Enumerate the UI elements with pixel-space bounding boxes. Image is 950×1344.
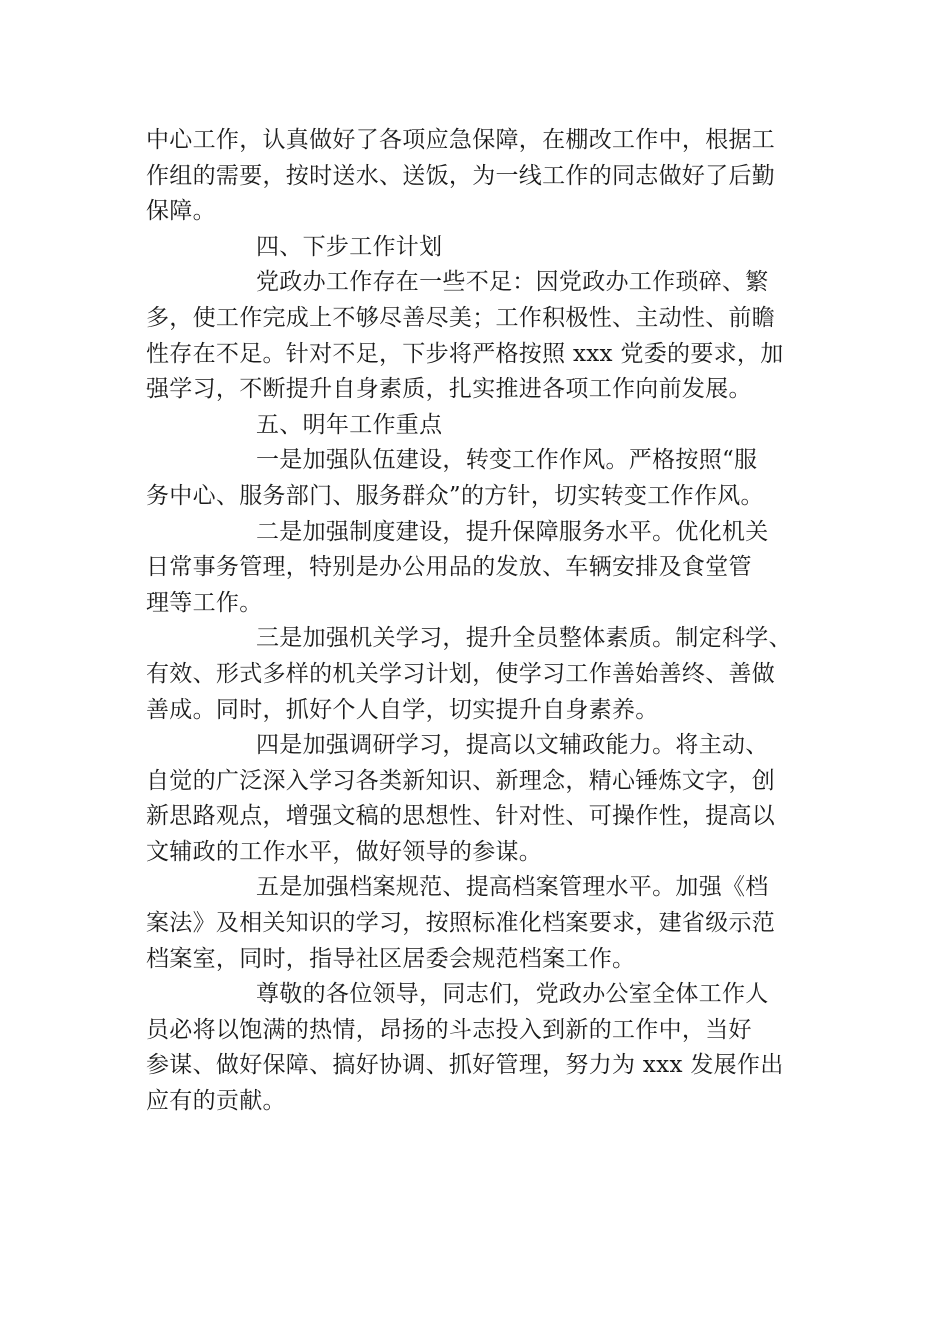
text-line: 理等工作。	[146, 589, 263, 616]
text-line: 善成。同时，抓好个人自学，切实提升自身素养。	[146, 696, 659, 723]
text-line: 员必将以饱满的热情，昂扬的斗志投入到新的工作中，当好	[146, 1016, 752, 1043]
text-line: 作组的需要，按时送水、送饭，为一线工作的同志做好了后勤	[146, 162, 776, 189]
text-line: 有效、形式多样的机关学习计划，使学习工作善始善终、善做	[146, 660, 776, 687]
text-line: 保障。	[146, 198, 216, 225]
text-line: 文辅政的工作水平，做好领导的参谋。	[146, 838, 543, 865]
text-line: 务中心、服务部门、服务群众”的方针，切实转变工作作风。	[146, 482, 764, 509]
text-line: 党政办工作存在一些不足：因党政办工作琐碎、繁	[256, 269, 769, 296]
text-line: 强学习，不断提升自身素质，扎实推进各项工作向前发展。	[146, 376, 752, 403]
text-line: 性存在不足。针对不足，下步将严格按照 xxx 党委的要求，加	[146, 340, 784, 367]
text-line: 档案室，同时，指导社区居委会规范档案工作。	[146, 945, 636, 972]
text-line: 三是加强机关学习，提升全员整体素质。制定科学、	[256, 625, 792, 652]
text-line: 案法》及相关知识的学习，按照标准化档案要求，建省级示范	[146, 910, 776, 937]
section-heading-next-year-focus: 五、明年工作重点	[256, 411, 443, 438]
text-line: 五是加强档案规范、提高档案管理水平。加强《档	[256, 874, 769, 901]
text-line: 自觉的广泛深入学习各类新知识、新理念，精心锤炼文字，创	[146, 767, 776, 794]
text-line: 应有的贡献。	[146, 1088, 286, 1115]
text-line: 参谋、做好保障、搞好协调、抓好管理，努力为 xxx 发展作出	[146, 1052, 784, 1079]
text-line: 新思路观点，增强文稿的思想性、针对性、可操作性，提高以	[146, 803, 776, 830]
text-line: 一是加强队伍建设，转变工作作风。严格按照“服	[256, 447, 758, 474]
text-line: 尊敬的各位领导，同志们，党政办公室全体工作人	[256, 981, 769, 1008]
text-line: 日常事务管理，特别是办公用品的发放、车辆安排及食堂管	[146, 554, 752, 581]
text-line: 多，使工作完成上不够尽善尽美；工作积极性、主动性、前瞻	[146, 304, 776, 331]
text-line: 四是加强调研学习，提高以文辅政能力。将主动、	[256, 732, 769, 759]
document-body	[146, 123, 818, 1120]
text-line: 中心工作，认真做好了各项应急保障，在棚改工作中，根据工	[146, 127, 776, 153]
text-line: 二是加强制度建设，提升保障服务水平。优化机关	[256, 518, 769, 545]
section-heading-next-steps: 四、下步工作计划	[256, 233, 443, 260]
